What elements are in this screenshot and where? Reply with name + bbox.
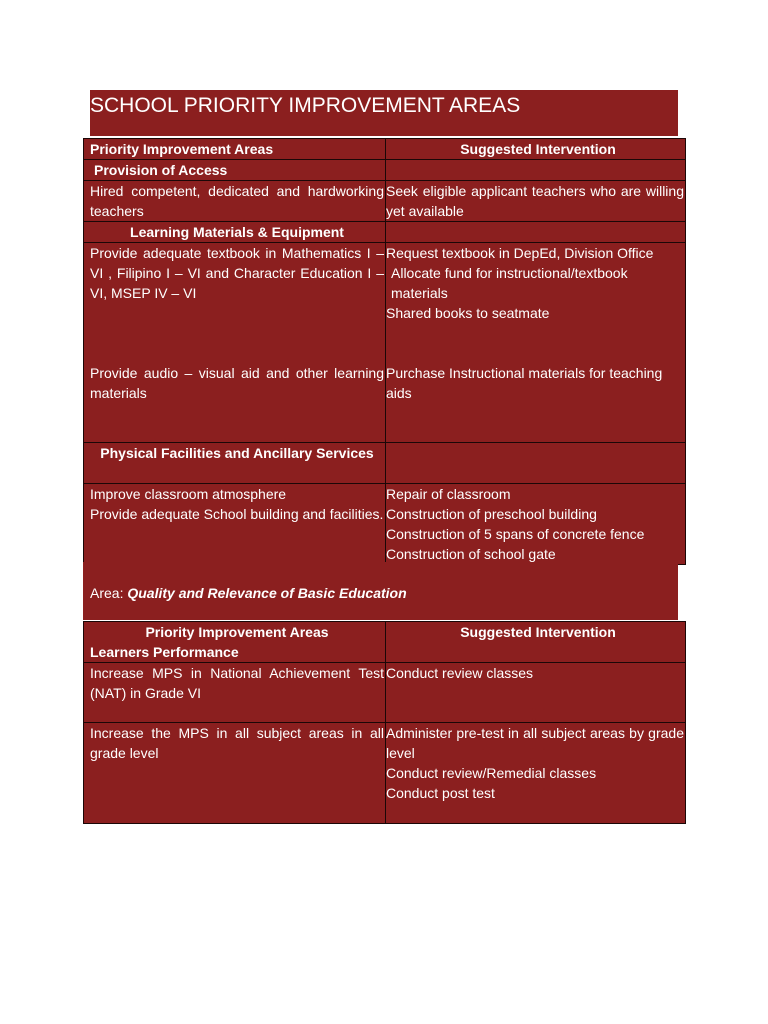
table-row: [84, 723, 686, 824]
area-line: Improve classroom atmosphere: [90, 486, 287, 502]
intervention-line: Construction of school gate: [386, 546, 556, 562]
intervention-line: Request textbook in DepEd, Division Office: [386, 245, 654, 261]
empty-cell: [386, 160, 686, 181]
section-learners-performance: Learners Performance: [90, 644, 239, 660]
table-row: [84, 181, 686, 222]
intervention-cell: Seek eligible applicant teachers who are willing yet available: [386, 181, 686, 222]
section-row: [84, 160, 686, 181]
table-row: [84, 663, 686, 723]
priority-areas-table: [83, 138, 686, 565]
empty-cell: [386, 222, 686, 243]
area-cell: Increase MPS in National Achievement Test (NAT) in Grade VI: [84, 663, 386, 723]
area-text-textbooks: Provide adequate textbook in Mathematics I – VI , Filipino I – VI and Character Education I – VI, MSEP IV – VI: [90, 245, 384, 301]
intervention-line: Administer pre-test in all subject areas by grade level: [386, 725, 684, 761]
area-text-audio-visual: Provide audio – visual aid and other learning materials: [90, 365, 384, 401]
intervention-cell: [386, 723, 686, 824]
column-header-priority-areas: [84, 622, 386, 663]
column-header-text: Priority Improvement Areas: [145, 624, 329, 640]
intervention-line: Repair of classroom: [386, 486, 511, 502]
intervention-line: Construction of preschool building: [386, 506, 597, 522]
area-value: Quality and Relevance of Basic Education: [127, 585, 407, 601]
table-header-row: [84, 622, 686, 663]
section-learning-materials: Learning Materials & Equipment: [84, 222, 386, 243]
table-row: [84, 484, 686, 565]
intervention-line: Construction of 5 spans of concrete fence: [386, 526, 645, 542]
page-title: [90, 90, 678, 136]
area-cell: [84, 243, 386, 443]
intervention-line: Shared books to seatmate: [386, 305, 550, 321]
intervention-cell: [386, 484, 686, 565]
intervention-line: Conduct post test: [386, 785, 495, 801]
area-cell: Increase the MPS in all subject areas in all grade level: [84, 723, 386, 824]
intervention-cell: [386, 243, 686, 443]
page-title-text: SCHOOL PRIORITY IMPROVEMENT AREAS: [90, 94, 521, 117]
area-cell: Hired competent, dedicated and hardworking teachers: [84, 181, 386, 222]
section-row: [84, 222, 686, 243]
learners-performance-table: [83, 621, 686, 824]
column-header-priority-areas: Priority Improvement Areas: [84, 139, 386, 160]
empty-cell: [386, 443, 686, 484]
intervention-line: Purchase Instructional materials for teaching aids: [386, 365, 663, 401]
column-header-suggested-intervention: Suggested Intervention: [386, 622, 686, 663]
column-header-suggested-intervention: Suggested Intervention: [386, 139, 686, 160]
table-row: [84, 243, 686, 443]
section-row: [84, 443, 686, 484]
section-physical-facilities: Physical Facilities and Ancillary Services: [84, 443, 386, 484]
area-heading: [83, 562, 678, 620]
intervention-line: Allocate fund for instructional/textbook materials: [391, 265, 628, 301]
area-line: Provide adequate School building and facilities.: [90, 506, 384, 522]
intervention-cell: Conduct review classes: [386, 663, 686, 723]
area-cell: [84, 484, 386, 565]
section-provision-of-access: Provision of Access: [84, 160, 386, 181]
intervention-line: Conduct review/Remedial classes: [386, 765, 597, 781]
table-header-row: [84, 139, 686, 160]
area-label: Area:: [90, 585, 128, 601]
